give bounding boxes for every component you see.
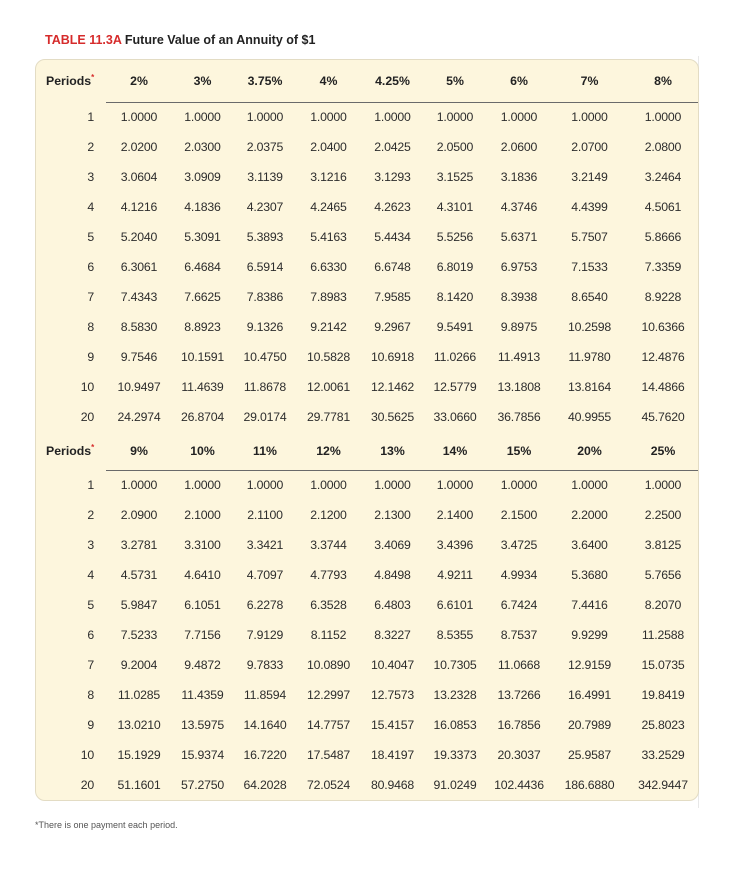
value-cell: 10.1591 (180, 350, 225, 364)
value-cell: 4.7097 (246, 568, 284, 582)
value-cell: 16.4991 (567, 688, 612, 702)
value-cell: 13.1808 (497, 380, 541, 394)
value-cell: 7.1533 (571, 260, 608, 274)
value-cell: 16.7856 (497, 718, 541, 732)
value-cell: 9.7546 (120, 350, 158, 364)
value-cell: 10.4750 (243, 350, 287, 364)
value-cell: 5.3680 (571, 568, 608, 582)
value-cell: 3.4069 (374, 538, 411, 552)
period-cell: 1 (87, 110, 94, 124)
value-cell: 6.6748 (374, 260, 411, 274)
table-row (36, 312, 699, 342)
value-cell: 5.4163 (310, 230, 347, 244)
rate-header: 4% (297, 60, 360, 102)
value-cell: 6.8019 (436, 260, 474, 274)
value-cell: 4.8498 (374, 568, 411, 582)
rate-header: 13% (360, 432, 425, 470)
value-cell: 12.5779 (433, 380, 477, 394)
value-cell: 1.0000 (571, 478, 608, 493)
value-cell: 24.2974 (117, 410, 161, 424)
value-cell: 1.0000 (310, 110, 347, 125)
value-cell: 4.5061 (644, 200, 682, 214)
value-cell: 16.7220 (243, 748, 287, 762)
rate-header: 4.25% (360, 60, 425, 102)
value-cell: 1.0000 (644, 478, 682, 493)
table-row (36, 192, 699, 222)
value-cell: 8.1152 (310, 628, 347, 642)
periods-header (36, 60, 106, 102)
period-cell: 2 (87, 140, 94, 154)
table-row (36, 402, 699, 432)
value-cell: 5.4434 (374, 230, 411, 244)
value-cell: 36.7856 (497, 410, 541, 424)
value-cell: 1.0000 (184, 478, 221, 493)
value-cell: 3.0604 (120, 170, 158, 184)
value-cell: 9.8975 (500, 320, 538, 334)
table-row (36, 560, 699, 590)
rate-header: 15% (485, 432, 553, 470)
value-cell: 2.1000 (184, 508, 221, 522)
value-cell: 13.2328 (433, 688, 477, 702)
header-row (36, 60, 699, 102)
value-cell: 12.1462 (370, 380, 415, 394)
value-cell: 2.1300 (374, 508, 411, 522)
value-cell: 1.0000 (246, 110, 284, 125)
value-cell: 11.8594 (243, 688, 287, 702)
value-cell: 6.9753 (500, 260, 538, 274)
rate-header: 11% (233, 432, 297, 470)
period-cell: 9 (87, 718, 94, 732)
value-cell: 30.5625 (370, 410, 415, 424)
value-cell: 9.7833 (246, 658, 284, 672)
period-cell: 2 (87, 508, 94, 522)
value-cell: 2.2500 (644, 508, 682, 522)
value-cell: 45.7620 (641, 410, 685, 424)
value-cell: 8.7537 (500, 628, 538, 642)
value-cell: 33.0660 (433, 410, 477, 424)
period-cell: 5 (87, 598, 94, 612)
value-cell: 13.5975 (180, 718, 225, 732)
value-cell: 3.3744 (310, 538, 347, 552)
value-cell: 25.9587 (567, 748, 612, 762)
value-cell: 2.1100 (247, 508, 283, 522)
table-row (36, 770, 699, 800)
table-row (36, 680, 699, 710)
value-cell: 2.1400 (436, 508, 474, 522)
value-cell: 1.0000 (436, 110, 474, 125)
value-cell: 10.5828 (306, 350, 351, 364)
value-cell: 3.4725 (500, 538, 538, 552)
value-cell: 4.3746 (500, 200, 538, 214)
footnote-marker: * (91, 443, 95, 453)
table-row (36, 590, 699, 620)
value-cell: 2.0800 (644, 140, 682, 154)
value-cell: 2.1200 (310, 508, 347, 522)
period-cell: 9 (87, 350, 94, 364)
value-cell: 11.9780 (568, 350, 611, 364)
rate-header: 7% (553, 60, 626, 102)
value-cell: 1.0000 (184, 110, 221, 125)
value-cell: 25.8023 (641, 718, 685, 732)
value-cell: 5.5256 (436, 230, 474, 244)
value-cell: 8.5830 (120, 320, 158, 334)
value-cell: 6.3528 (310, 598, 347, 612)
value-cell: 2.0200 (120, 140, 158, 154)
value-cell: 8.3227 (374, 628, 411, 642)
value-cell: 13.0210 (117, 718, 161, 732)
value-cell: 9.5491 (436, 320, 474, 334)
footnote: *There is one payment each period. (35, 820, 178, 830)
value-cell: 5.2040 (120, 230, 158, 244)
table-row (36, 222, 699, 252)
value-cell: 7.4343 (120, 290, 158, 304)
value-cell: 3.1139 (247, 170, 283, 184)
value-cell: 1.0000 (120, 110, 158, 125)
value-cell: 4.5731 (120, 568, 158, 582)
value-cell: 6.2278 (246, 598, 284, 612)
value-cell: 9.4872 (184, 658, 221, 672)
periods-label: Periods (46, 444, 92, 459)
value-cell: 2.0700 (571, 140, 608, 154)
period-cell: 8 (87, 688, 94, 702)
value-cell: 10.9497 (117, 380, 161, 394)
rate-header: 3.75% (233, 60, 297, 102)
value-cell: 15.0735 (641, 658, 685, 672)
value-cell: 7.5233 (120, 628, 158, 642)
table-row (36, 282, 699, 312)
value-cell: 2.0900 (120, 508, 158, 522)
value-cell: 12.9159 (567, 658, 612, 672)
table-row (36, 710, 699, 740)
value-cell: 4.1216 (120, 200, 158, 214)
value-cell: 3.1293 (374, 170, 411, 184)
period-cell: 10 (80, 748, 94, 762)
rate-header: 10% (172, 432, 233, 470)
rate-header: 2% (106, 60, 172, 102)
value-cell: 1.0000 (500, 110, 538, 125)
value-cell: 11.2588 (641, 628, 685, 642)
value-cell: 4.6410 (184, 568, 221, 582)
value-cell: 16.0853 (433, 718, 477, 732)
value-cell: 7.9585 (374, 290, 411, 304)
value-cell: 7.9129 (246, 628, 284, 642)
value-cell: 3.4396 (436, 538, 474, 552)
table-row (36, 162, 699, 192)
periods-label: Periods (46, 74, 92, 89)
period-cell: 20 (80, 410, 94, 424)
period-cell: 6 (87, 628, 94, 642)
value-cell: 10.0890 (306, 658, 351, 672)
value-cell: 11.4639 (181, 380, 224, 394)
value-cell: 1.0000 (310, 478, 347, 493)
header-row (36, 432, 699, 470)
value-cell: 26.8704 (180, 410, 225, 424)
value-cell: 1.0000 (374, 478, 411, 493)
value-cell: 4.1836 (184, 200, 221, 214)
rate-header: 5% (425, 60, 485, 102)
value-cell: 15.4157 (370, 718, 415, 732)
value-cell: 10.2598 (567, 320, 612, 334)
rate-header: 9% (106, 432, 172, 470)
period-cell: 4 (87, 200, 94, 214)
value-cell: 6.1051 (184, 598, 221, 612)
value-cell: 5.3091 (184, 230, 221, 244)
value-cell: 1.0000 (436, 478, 474, 493)
table-row (36, 132, 699, 162)
value-cell: 12.4876 (641, 350, 685, 364)
value-cell: 3.1836 (500, 170, 538, 184)
value-cell: 5.3893 (246, 230, 284, 244)
rate-header: 20% (553, 432, 626, 470)
value-cell: 8.3938 (500, 290, 538, 304)
value-cell: 3.2149 (571, 170, 608, 184)
value-cell: 19.3373 (433, 748, 477, 762)
annuity-table (36, 60, 699, 800)
value-cell: 13.8164 (567, 380, 612, 394)
value-cell: 8.2070 (644, 598, 682, 612)
value-cell: 4.7793 (310, 568, 347, 582)
value-cell: 3.8125 (644, 538, 682, 552)
value-cell: 5.7656 (644, 568, 682, 582)
value-cell: 4.9934 (500, 568, 538, 582)
value-cell: 3.0909 (184, 170, 221, 184)
value-cell: 11.4359 (181, 688, 224, 702)
period-cell: 5 (87, 230, 94, 244)
value-cell: 14.4866 (641, 380, 685, 394)
table-panel (35, 59, 699, 801)
value-cell: 6.5914 (246, 260, 284, 274)
value-cell: 186.6880 (564, 778, 615, 792)
value-cell: 3.3100 (184, 538, 221, 552)
value-cell: 9.9299 (571, 628, 608, 642)
value-cell: 12.0061 (306, 380, 351, 394)
value-cell: 2.0300 (184, 140, 221, 154)
value-cell: 10.4047 (370, 658, 415, 672)
table-row (36, 342, 699, 372)
value-cell: 80.9468 (370, 778, 415, 792)
footnote-marker: * (91, 73, 95, 83)
value-cell: 14.7757 (306, 718, 351, 732)
value-cell: 8.8923 (184, 320, 221, 334)
value-cell: 3.1216 (310, 170, 347, 184)
table-row (36, 530, 699, 560)
value-cell: 3.3421 (246, 538, 284, 552)
value-cell: 10.6366 (641, 320, 685, 334)
value-cell: 2.2000 (571, 508, 608, 522)
value-cell: 11.8678 (243, 380, 287, 394)
period-cell: 10 (80, 380, 94, 394)
table-row (36, 252, 699, 282)
period-cell: 7 (87, 290, 94, 304)
value-cell: 102.4436 (494, 778, 544, 792)
value-cell: 20.7989 (567, 718, 612, 732)
value-cell: 4.2465 (310, 200, 347, 214)
period-cell: 3 (87, 170, 94, 184)
value-cell: 4.4399 (571, 200, 608, 214)
period-cell: 20 (80, 778, 94, 792)
value-cell: 8.1420 (436, 290, 474, 304)
value-cell: 5.9847 (120, 598, 158, 612)
value-cell: 4.2623 (374, 200, 411, 214)
value-cell: 5.8666 (644, 230, 682, 244)
period-cell: 8 (87, 320, 94, 334)
value-cell: 3.2781 (120, 538, 158, 552)
table-title: Future Value of an Annuity of $1 (124, 33, 316, 47)
value-cell: 2.0600 (500, 140, 538, 154)
table-caption (45, 33, 315, 47)
value-cell: 15.1929 (117, 748, 161, 762)
table-row (36, 470, 699, 500)
value-cell: 13.7266 (497, 688, 541, 702)
value-cell: 1.0000 (374, 110, 411, 125)
period-cell: 3 (87, 538, 94, 552)
value-cell: 91.0249 (433, 778, 477, 792)
value-cell: 12.7573 (370, 688, 415, 702)
value-cell: 6.6101 (436, 598, 474, 612)
value-cell: 9.2142 (310, 320, 347, 334)
value-cell: 9.1326 (246, 320, 284, 334)
value-cell: 14.1640 (243, 718, 287, 732)
table-row (36, 372, 699, 402)
value-cell: 7.7156 (184, 628, 221, 642)
value-cell: 342.9447 (638, 778, 688, 792)
table-row (36, 500, 699, 530)
value-cell: 8.6540 (571, 290, 608, 304)
value-cell: 18.4197 (370, 748, 415, 762)
table-row (36, 102, 699, 132)
rate-header: 6% (485, 60, 553, 102)
rate-header: 12% (297, 432, 360, 470)
value-cell: 29.0174 (243, 410, 287, 424)
value-cell: 8.5355 (436, 628, 474, 642)
value-cell: 40.9955 (567, 410, 612, 424)
value-cell: 6.4803 (374, 598, 411, 612)
value-cell: 19.8419 (641, 688, 685, 702)
period-cell: 6 (87, 260, 94, 274)
value-cell: 6.4684 (184, 260, 221, 274)
value-cell: 9.2967 (374, 320, 411, 334)
value-cell: 2.0400 (310, 140, 347, 154)
value-cell: 6.3061 (120, 260, 158, 274)
rate-header: 25% (626, 432, 699, 470)
value-cell: 11.4913 (497, 350, 541, 364)
value-cell: 29.7781 (306, 410, 351, 424)
rate-header: 8% (626, 60, 699, 102)
value-cell: 7.8983 (310, 290, 347, 304)
value-cell: 7.4416 (571, 598, 608, 612)
table-row (36, 620, 699, 650)
value-cell: 3.2464 (644, 170, 682, 184)
value-cell: 2.0375 (246, 140, 284, 154)
value-cell: 64.2028 (243, 778, 287, 792)
value-cell: 10.6918 (370, 350, 415, 364)
value-cell: 2.1500 (500, 508, 538, 522)
period-cell: 4 (87, 568, 94, 582)
period-cell: 1 (87, 478, 94, 492)
value-cell: 7.3359 (644, 260, 682, 274)
value-cell: 7.6625 (184, 290, 221, 304)
value-cell: 10.7305 (433, 658, 477, 672)
value-cell: 11.0668 (497, 658, 541, 672)
value-cell: 3.1525 (436, 170, 474, 184)
value-cell: 20.3037 (497, 748, 541, 762)
value-cell: 2.0425 (374, 140, 411, 154)
value-cell: 57.2750 (180, 778, 225, 792)
value-cell: 1.0000 (500, 478, 538, 493)
value-cell: 15.9374 (180, 748, 225, 762)
value-cell: 5.7507 (571, 230, 608, 244)
table-number: TABLE 11.3A (45, 33, 122, 47)
table-row (36, 650, 699, 680)
rate-header: 14% (425, 432, 485, 470)
value-cell: 4.3101 (436, 200, 474, 214)
value-cell: 2.0500 (436, 140, 474, 154)
value-cell: 9.2004 (120, 658, 158, 672)
value-cell: 1.0000 (571, 110, 608, 125)
period-cell: 7 (87, 658, 94, 672)
value-cell: 4.2307 (246, 200, 284, 214)
value-cell: 6.7424 (500, 598, 538, 612)
value-cell: 51.1601 (117, 778, 161, 792)
rate-header: 3% (172, 60, 233, 102)
value-cell: 17.5487 (306, 748, 351, 762)
value-cell: 1.0000 (120, 478, 158, 493)
value-cell: 72.0524 (306, 778, 351, 792)
value-cell: 11.0285 (117, 688, 161, 702)
periods-header (36, 432, 106, 470)
value-cell: 11.0266 (433, 350, 477, 364)
value-cell: 6.6330 (310, 260, 347, 274)
value-cell: 12.2997 (306, 688, 351, 702)
value-cell: 5.6371 (500, 230, 538, 244)
value-cell: 4.9211 (437, 568, 473, 582)
value-cell: 33.2529 (641, 748, 685, 762)
value-cell: 7.8386 (246, 290, 284, 304)
value-cell: 1.0000 (644, 110, 682, 125)
value-cell: 3.6400 (571, 538, 608, 552)
table-row (36, 740, 699, 770)
value-cell: 8.9228 (644, 290, 682, 304)
value-cell: 1.0000 (246, 478, 284, 493)
